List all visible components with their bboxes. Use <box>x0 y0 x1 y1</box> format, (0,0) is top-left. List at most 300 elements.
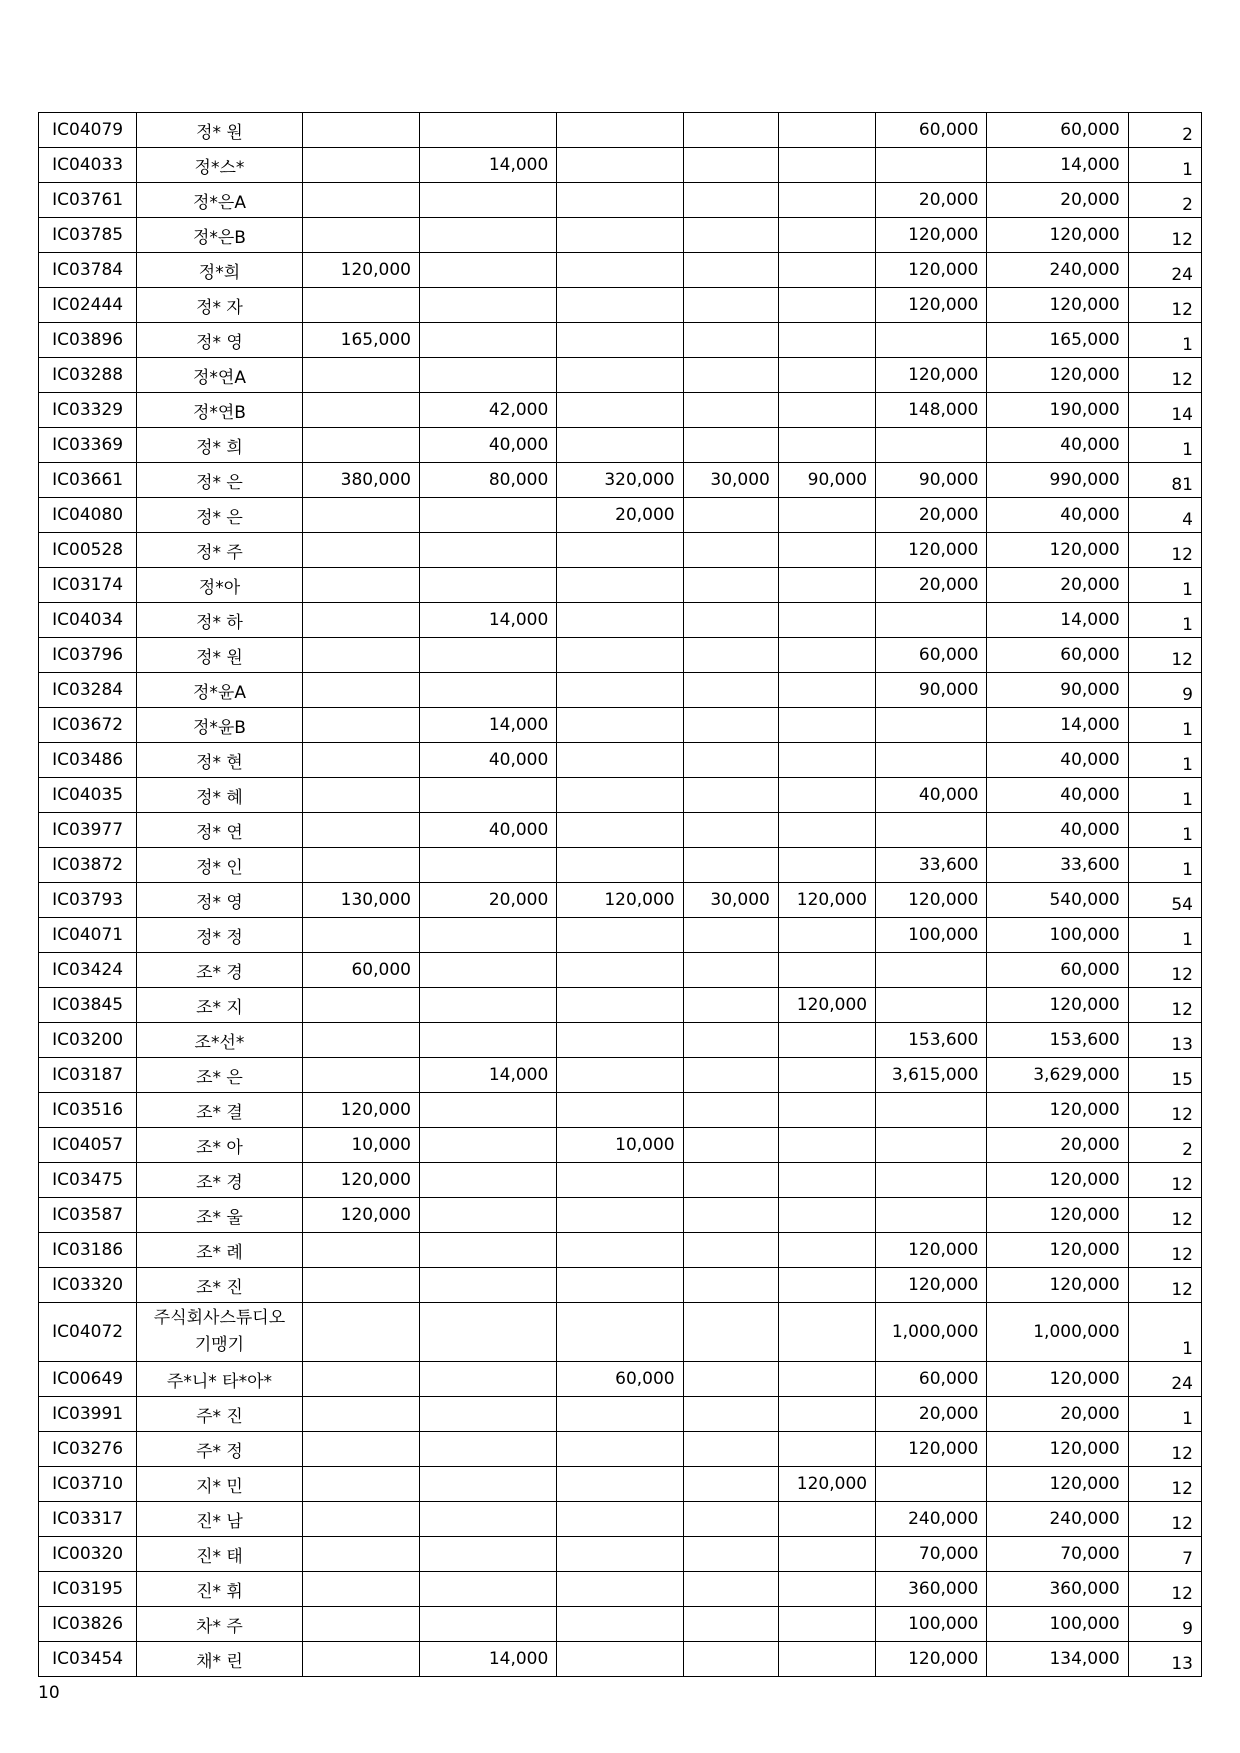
amount-col-6-cell <box>876 323 987 358</box>
amount-col-5-cell <box>778 1058 875 1093</box>
member-code-cell: IC03587 <box>39 1198 137 1233</box>
amount-col-2-cell <box>419 1467 556 1502</box>
amount-col-4-cell <box>683 953 778 988</box>
total-amount-cell: 134,000 <box>987 1642 1128 1677</box>
amount-col-6-cell: 60,000 <box>876 638 987 673</box>
member-code-cell: IC03187 <box>39 1058 137 1093</box>
amount-col-2-cell <box>419 323 556 358</box>
amount-col-2-cell <box>419 1128 556 1163</box>
count-cell: 1 <box>1128 743 1201 778</box>
member-name-cell: 정* 원 <box>137 113 302 148</box>
amount-col-2-cell <box>419 988 556 1023</box>
count-cell: 24 <box>1128 1362 1201 1397</box>
table-row <box>39 883 1202 918</box>
amount-col-3-cell <box>557 988 683 1023</box>
member-name-cell: 정*아 <box>137 568 302 603</box>
table-row <box>39 848 1202 883</box>
amount-col-5-cell <box>778 1502 875 1537</box>
member-code-cell: IC04072 <box>39 1303 137 1362</box>
amount-col-4-cell <box>683 1233 778 1268</box>
amount-col-2-cell <box>419 1163 556 1198</box>
count-cell: 24 <box>1128 253 1201 288</box>
table-row <box>39 743 1202 778</box>
amount-col-2-cell <box>419 288 556 323</box>
amount-col-5-cell <box>778 673 875 708</box>
amount-col-2-cell <box>419 673 556 708</box>
amount-col-1-cell <box>302 1537 419 1572</box>
amount-col-4-cell <box>683 113 778 148</box>
amount-col-5-cell <box>778 1432 875 1467</box>
amount-col-4-cell <box>683 1572 778 1607</box>
amount-col-6-cell: 360,000 <box>876 1572 987 1607</box>
amount-col-3-cell <box>557 848 683 883</box>
member-name-cell: 진* 태 <box>137 1537 302 1572</box>
amount-col-6-cell: 70,000 <box>876 1537 987 1572</box>
amount-col-4-cell <box>683 1362 778 1397</box>
amount-col-5-cell <box>778 708 875 743</box>
table-row <box>39 113 1202 148</box>
amount-col-4-cell <box>683 1642 778 1677</box>
amount-col-1-cell: 120,000 <box>302 1198 419 1233</box>
amount-col-2-cell <box>419 638 556 673</box>
table-row <box>39 393 1202 428</box>
member-code-cell: IC03174 <box>39 568 137 603</box>
total-amount-cell: 20,000 <box>987 1397 1128 1432</box>
member-code-cell: IC03329 <box>39 393 137 428</box>
total-amount-cell: 120,000 <box>987 1362 1128 1397</box>
count-cell: 4 <box>1128 498 1201 533</box>
total-amount-cell: 40,000 <box>987 778 1128 813</box>
table-row <box>39 1432 1202 1467</box>
amount-col-6-cell: 33,600 <box>876 848 987 883</box>
amount-col-3-cell <box>557 813 683 848</box>
amount-col-5-cell <box>778 498 875 533</box>
amount-col-5-cell <box>778 953 875 988</box>
amount-col-2-cell <box>419 1198 556 1233</box>
amount-col-2-cell <box>419 1607 556 1642</box>
member-code-cell: IC03793 <box>39 883 137 918</box>
amount-col-6-cell <box>876 428 987 463</box>
amount-col-3-cell <box>557 218 683 253</box>
table-row <box>39 288 1202 323</box>
amount-col-5-cell <box>778 568 875 603</box>
table-row <box>39 1642 1202 1677</box>
amount-col-4-cell <box>683 533 778 568</box>
member-name-cell: 정*윤A <box>137 673 302 708</box>
table-row <box>39 358 1202 393</box>
amount-col-5-cell <box>778 918 875 953</box>
table-row <box>39 953 1202 988</box>
amount-col-5-cell <box>778 183 875 218</box>
member-name-cell: 정*연B <box>137 393 302 428</box>
amount-col-4-cell <box>683 288 778 323</box>
member-code-cell: IC03845 <box>39 988 137 1023</box>
amount-col-2-cell: 42,000 <box>419 393 556 428</box>
amount-col-2-cell <box>419 183 556 218</box>
table-row <box>39 253 1202 288</box>
member-name-cell: 진* 남 <box>137 1502 302 1537</box>
amount-col-4-cell <box>683 1537 778 1572</box>
amount-col-4-cell <box>683 778 778 813</box>
amount-col-6-cell: 60,000 <box>876 1362 987 1397</box>
count-cell: 1 <box>1128 1397 1201 1432</box>
member-code-cell: IC03195 <box>39 1572 137 1607</box>
amount-col-3-cell <box>557 358 683 393</box>
total-amount-cell: 120,000 <box>987 288 1128 323</box>
total-amount-cell: 120,000 <box>987 1432 1128 1467</box>
count-cell: 9 <box>1128 1607 1201 1642</box>
member-code-cell: IC03486 <box>39 743 137 778</box>
amount-col-1-cell <box>302 1397 419 1432</box>
member-name-cell: 정* 인 <box>137 848 302 883</box>
amount-col-2-cell: 14,000 <box>419 1642 556 1677</box>
count-cell: 2 <box>1128 1128 1201 1163</box>
amount-col-3-cell <box>557 393 683 428</box>
amount-col-3-cell <box>557 638 683 673</box>
total-amount-cell: 153,600 <box>987 1023 1128 1058</box>
count-cell: 1 <box>1128 568 1201 603</box>
amount-col-4-cell <box>683 1303 778 1362</box>
table-row <box>39 498 1202 533</box>
member-code-cell: IC04033 <box>39 148 137 183</box>
total-amount-cell: 40,000 <box>987 498 1128 533</box>
amount-col-3-cell <box>557 673 683 708</box>
amount-col-5-cell <box>778 288 875 323</box>
amount-col-5-cell <box>778 813 875 848</box>
total-amount-cell: 40,000 <box>987 743 1128 778</box>
table-row <box>39 1303 1202 1362</box>
amount-col-1-cell <box>302 218 419 253</box>
total-amount-cell: 14,000 <box>987 708 1128 743</box>
amount-col-6-cell <box>876 1093 987 1128</box>
amount-col-6-cell: 120,000 <box>876 883 987 918</box>
amount-col-1-cell <box>302 148 419 183</box>
member-name-cell: 정* 현 <box>137 743 302 778</box>
member-name-cell: 정*희 <box>137 253 302 288</box>
amount-col-3-cell: 60,000 <box>557 1362 683 1397</box>
total-amount-cell: 120,000 <box>987 1163 1128 1198</box>
amount-col-1-cell <box>302 1502 419 1537</box>
amount-col-1-cell <box>302 918 419 953</box>
total-amount-cell: 120,000 <box>987 988 1128 1023</box>
member-code-cell: IC03516 <box>39 1093 137 1128</box>
total-amount-cell: 120,000 <box>987 1198 1128 1233</box>
table-row <box>39 1058 1202 1093</box>
amount-col-3-cell <box>557 603 683 638</box>
amount-col-6-cell: 20,000 <box>876 183 987 218</box>
table-row <box>39 1093 1202 1128</box>
amount-col-5-cell <box>778 1397 875 1432</box>
member-code-cell: IC03317 <box>39 1502 137 1537</box>
amount-col-5-cell <box>778 638 875 673</box>
amount-col-4-cell <box>683 1397 778 1432</box>
amount-col-3-cell <box>557 1233 683 1268</box>
amount-col-4-cell <box>683 218 778 253</box>
amount-col-3-cell <box>557 253 683 288</box>
amount-col-2-cell <box>419 253 556 288</box>
amount-col-4-cell <box>683 1467 778 1502</box>
table-row <box>39 918 1202 953</box>
amount-col-6-cell: 153,600 <box>876 1023 987 1058</box>
amount-col-4-cell <box>683 148 778 183</box>
amount-col-6-cell: 3,615,000 <box>876 1058 987 1093</box>
total-amount-cell: 20,000 <box>987 1128 1128 1163</box>
amount-col-1-cell <box>302 183 419 218</box>
amount-col-3-cell <box>557 708 683 743</box>
total-amount-cell: 3,629,000 <box>987 1058 1128 1093</box>
table-row <box>39 1467 1202 1502</box>
amount-col-4-cell <box>683 183 778 218</box>
amount-col-6-cell <box>876 743 987 778</box>
member-code-cell: IC03977 <box>39 813 137 848</box>
amount-col-4-cell <box>683 1432 778 1467</box>
amount-col-4-cell <box>683 1502 778 1537</box>
table-row <box>39 1023 1202 1058</box>
amount-col-4-cell <box>683 1198 778 1233</box>
total-amount-cell: 120,000 <box>987 1093 1128 1128</box>
amount-col-4-cell <box>683 988 778 1023</box>
amount-col-6-cell <box>876 1128 987 1163</box>
table-row <box>39 1502 1202 1537</box>
total-amount-cell: 90,000 <box>987 673 1128 708</box>
amount-col-4-cell <box>683 498 778 533</box>
member-name-cell: 정* 영 <box>137 323 302 358</box>
total-amount-cell: 190,000 <box>987 393 1128 428</box>
count-cell: 12 <box>1128 1233 1201 1268</box>
amount-col-2-cell: 80,000 <box>419 463 556 498</box>
amount-col-2-cell <box>419 218 556 253</box>
count-cell: 12 <box>1128 218 1201 253</box>
total-amount-cell: 20,000 <box>987 568 1128 603</box>
member-name-cell: 조* 울 <box>137 1198 302 1233</box>
member-code-cell: IC03785 <box>39 218 137 253</box>
member-name-cell: 조*선* <box>137 1023 302 1058</box>
table-row <box>39 1397 1202 1432</box>
amount-col-1-cell: 120,000 <box>302 1163 419 1198</box>
amount-col-6-cell: 120,000 <box>876 218 987 253</box>
amount-col-5-cell <box>778 1023 875 1058</box>
member-code-cell: IC03872 <box>39 848 137 883</box>
amount-col-2-cell <box>419 1397 556 1432</box>
table-row <box>39 463 1202 498</box>
page-number: 10 <box>38 1683 60 1703</box>
member-name-cell: 주* 정 <box>137 1432 302 1467</box>
amount-col-6-cell: 90,000 <box>876 673 987 708</box>
amount-col-1-cell <box>302 533 419 568</box>
amount-col-5-cell <box>778 1268 875 1303</box>
member-name-cell: 정*은A <box>137 183 302 218</box>
amount-col-6-cell: 120,000 <box>876 1432 987 1467</box>
amount-col-1-cell <box>302 603 419 638</box>
total-amount-cell: 120,000 <box>987 533 1128 568</box>
amount-col-3-cell <box>557 148 683 183</box>
count-cell: 1 <box>1128 813 1201 848</box>
table-row <box>39 1537 1202 1572</box>
amount-col-3-cell <box>557 1432 683 1467</box>
count-cell: 13 <box>1128 1023 1201 1058</box>
amount-col-1-cell: 60,000 <box>302 953 419 988</box>
amount-col-1-cell <box>302 813 419 848</box>
count-cell: 54 <box>1128 883 1201 918</box>
amount-col-6-cell <box>876 1198 987 1233</box>
amount-col-5-cell <box>778 1572 875 1607</box>
amount-col-4-cell <box>683 813 778 848</box>
amount-col-5-cell <box>778 1093 875 1128</box>
member-name-cell: 정* 은 <box>137 463 302 498</box>
amount-col-1-cell <box>302 1642 419 1677</box>
amount-col-4-cell <box>683 358 778 393</box>
count-cell: 1 <box>1128 603 1201 638</box>
amount-col-1-cell <box>302 1233 419 1268</box>
member-code-cell: IC03896 <box>39 323 137 358</box>
total-amount-cell: 40,000 <box>987 428 1128 463</box>
table-body <box>39 113 1202 1677</box>
amount-col-1-cell <box>302 1467 419 1502</box>
count-cell: 1 <box>1128 1303 1201 1362</box>
count-cell: 12 <box>1128 1198 1201 1233</box>
amount-col-5-cell <box>778 323 875 358</box>
table-row <box>39 708 1202 743</box>
count-cell: 1 <box>1128 148 1201 183</box>
amount-col-2-cell: 40,000 <box>419 743 556 778</box>
amount-col-3-cell <box>557 183 683 218</box>
amount-col-1-cell <box>302 498 419 533</box>
amount-col-6-cell: 100,000 <box>876 918 987 953</box>
amount-col-5-cell <box>778 1198 875 1233</box>
total-amount-cell: 120,000 <box>987 1467 1128 1502</box>
member-code-cell: IC03288 <box>39 358 137 393</box>
total-amount-cell: 20,000 <box>987 183 1128 218</box>
member-name-cell: 조* 경 <box>137 953 302 988</box>
amount-col-5-cell <box>778 743 875 778</box>
amount-col-4-cell <box>683 428 778 463</box>
amount-col-1-cell: 380,000 <box>302 463 419 498</box>
amount-col-5-cell: 120,000 <box>778 883 875 918</box>
amount-col-2-cell <box>419 1502 556 1537</box>
amount-col-4-cell <box>683 743 778 778</box>
amount-col-6-cell: 20,000 <box>876 568 987 603</box>
table-row <box>39 1128 1202 1163</box>
total-amount-cell: 100,000 <box>987 1607 1128 1642</box>
member-code-cell: IC03475 <box>39 1163 137 1198</box>
count-cell: 9 <box>1128 673 1201 708</box>
amount-col-3-cell <box>557 743 683 778</box>
table-row <box>39 603 1202 638</box>
amount-col-2-cell <box>419 1572 556 1607</box>
member-code-cell: IC03784 <box>39 253 137 288</box>
amount-col-3-cell <box>557 568 683 603</box>
member-code-cell: IC03276 <box>39 1432 137 1467</box>
total-amount-cell: 360,000 <box>987 1572 1128 1607</box>
total-amount-cell: 120,000 <box>987 1233 1128 1268</box>
amount-col-6-cell: 120,000 <box>876 1233 987 1268</box>
amount-col-1-cell <box>302 393 419 428</box>
amount-col-2-cell: 14,000 <box>419 1058 556 1093</box>
amount-col-6-cell: 120,000 <box>876 533 987 568</box>
amount-col-1-cell: 130,000 <box>302 883 419 918</box>
amount-col-6-cell <box>876 988 987 1023</box>
amount-col-5-cell: 120,000 <box>778 988 875 1023</box>
table-row <box>39 1607 1202 1642</box>
amount-col-3-cell <box>557 1198 683 1233</box>
amount-col-5-cell <box>778 1233 875 1268</box>
member-name-cell: 정* 주 <box>137 533 302 568</box>
amount-col-2-cell <box>419 1537 556 1572</box>
amount-col-5-cell <box>778 113 875 148</box>
amount-col-1-cell <box>302 1023 419 1058</box>
table-row <box>39 1233 1202 1268</box>
amount-col-1-cell <box>302 1362 419 1397</box>
amount-col-5-cell <box>778 1642 875 1677</box>
member-name-cell: 조* 아 <box>137 1128 302 1163</box>
member-code-cell: IC03284 <box>39 673 137 708</box>
amount-col-6-cell: 90,000 <box>876 463 987 498</box>
amount-col-4-cell <box>683 323 778 358</box>
amount-col-4-cell: 30,000 <box>683 883 778 918</box>
total-amount-cell: 14,000 <box>987 603 1128 638</box>
amount-col-5-cell <box>778 218 875 253</box>
count-cell: 12 <box>1128 1467 1201 1502</box>
member-name-cell: 정* 자 <box>137 288 302 323</box>
amount-col-3-cell <box>557 1093 683 1128</box>
amount-col-6-cell <box>876 1163 987 1198</box>
member-name-cell: 정*은B <box>137 218 302 253</box>
total-amount-cell: 540,000 <box>987 883 1128 918</box>
amount-col-3-cell <box>557 533 683 568</box>
amount-col-5-cell <box>778 1303 875 1362</box>
amount-col-5-cell <box>778 848 875 883</box>
amount-col-2-cell <box>419 1268 556 1303</box>
amount-col-1-cell <box>302 638 419 673</box>
donation-table <box>38 112 1202 1677</box>
count-cell: 12 <box>1128 1572 1201 1607</box>
member-name-cell: 정* 원 <box>137 638 302 673</box>
amount-col-2-cell: 14,000 <box>419 148 556 183</box>
amount-col-2-cell <box>419 953 556 988</box>
amount-col-2-cell <box>419 358 556 393</box>
member-name-cell: 정* 희 <box>137 428 302 463</box>
amount-col-4-cell: 30,000 <box>683 463 778 498</box>
amount-col-2-cell <box>419 1023 556 1058</box>
amount-col-5-cell <box>778 358 875 393</box>
amount-col-1-cell <box>302 1607 419 1642</box>
amount-col-2-cell <box>419 533 556 568</box>
amount-col-1-cell <box>302 1432 419 1467</box>
member-code-cell: IC00649 <box>39 1362 137 1397</box>
amount-col-6-cell: 60,000 <box>876 113 987 148</box>
count-cell: 2 <box>1128 113 1201 148</box>
count-cell: 12 <box>1128 1093 1201 1128</box>
table-row <box>39 148 1202 183</box>
member-name-cell: 정*윤B <box>137 708 302 743</box>
member-name-cell: 조* 경 <box>137 1163 302 1198</box>
total-amount-cell: 120,000 <box>987 1268 1128 1303</box>
member-code-cell: IC03320 <box>39 1268 137 1303</box>
table-row <box>39 1362 1202 1397</box>
amount-col-1-cell <box>302 288 419 323</box>
table-row <box>39 428 1202 463</box>
total-amount-cell: 60,000 <box>987 113 1128 148</box>
amount-col-1-cell <box>302 708 419 743</box>
total-amount-cell: 990,000 <box>987 463 1128 498</box>
amount-col-3-cell <box>557 1397 683 1432</box>
amount-col-1-cell: 120,000 <box>302 253 419 288</box>
amount-col-2-cell <box>419 1093 556 1128</box>
count-cell: 12 <box>1128 288 1201 323</box>
amount-col-5-cell <box>778 603 875 638</box>
member-name-cell: 정* 연 <box>137 813 302 848</box>
amount-col-6-cell: 40,000 <box>876 778 987 813</box>
